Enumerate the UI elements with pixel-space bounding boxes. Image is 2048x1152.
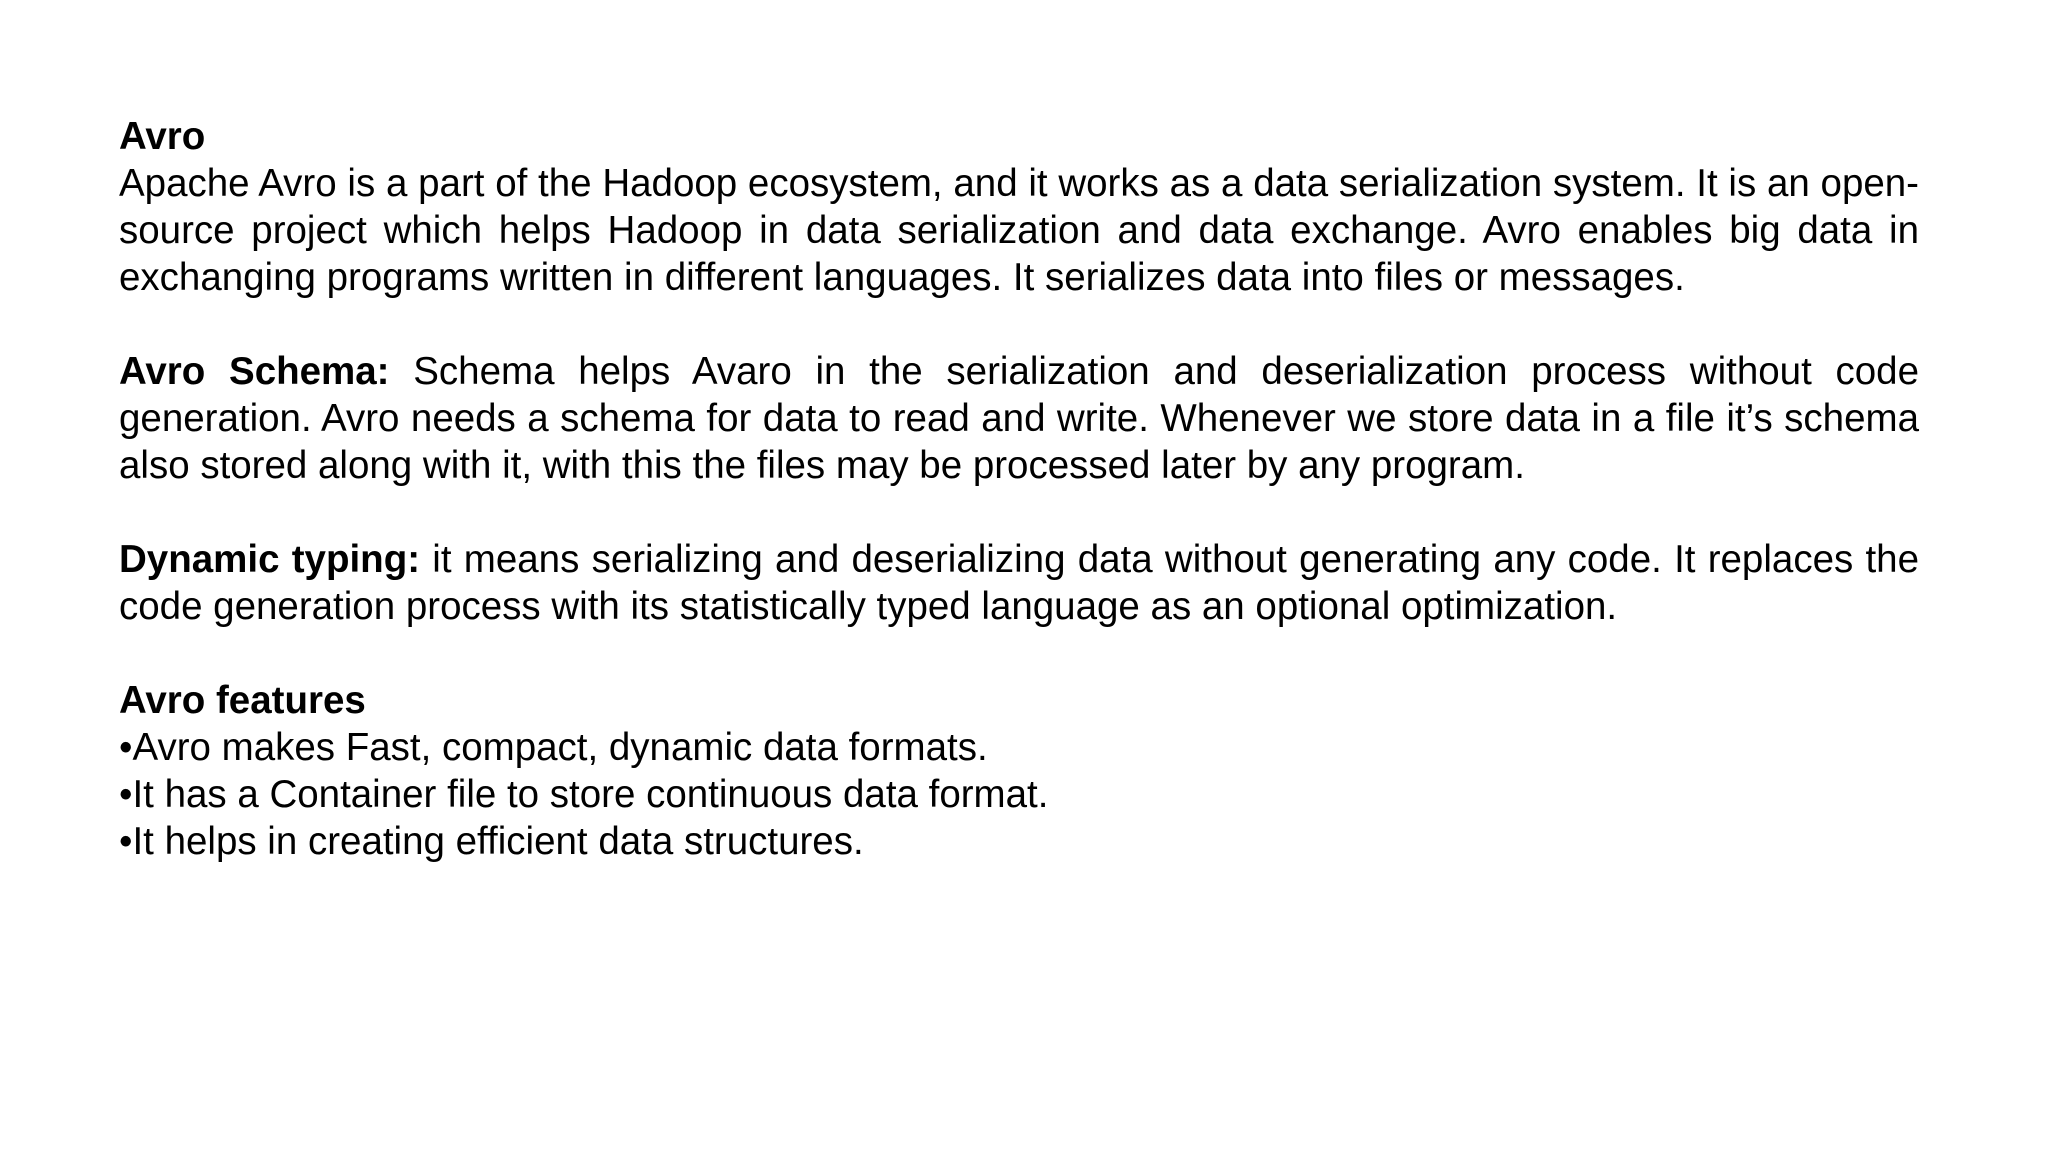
avro-heading: Avro [119,115,206,158]
avro-schema-term: Avro Schema: [119,350,390,393]
feature-item: •It has a Container file to store continuous data format. [119,773,1049,816]
dynamic-typing-paragraph [119,536,1919,630]
avro-schema-paragraph [119,348,1919,489]
feature-item: •Avro makes Fast, compact, dynamic data formats. [119,726,988,769]
avro-features-list [119,724,1919,865]
spacer [119,489,1919,536]
spacer [119,301,1919,348]
feature-item: •It helps in creating efficient data structures. [119,820,864,863]
avro-features-heading: Avro features [119,679,366,722]
avro-schema-description: Schema helps Avaro in the serialization and deserialization process without code generation. Avro needs a schema for data to read and write. Whenever we store data in a file it’s schema also stored along with it, with this the files may be processed later by any program. [119,350,1919,487]
avro-description: Apache Avro is a part of the Hadoop ecosystem, and it works as a data serialization system. It is an open-source project which helps Hadoop in data serialization and data exchange. Avro enables big data in exchanging programs written in different languages. It serializes data into files or messages. [119,162,1919,299]
dynamic-typing-term: Dynamic typing: [119,538,421,581]
slide-content [119,113,1919,865]
spacer [119,630,1919,677]
dynamic-typing-description: it means serializing and deserializing data without generating any code. It replaces the code generation process with its statistically typed language as an optional optimization. [119,538,1919,628]
